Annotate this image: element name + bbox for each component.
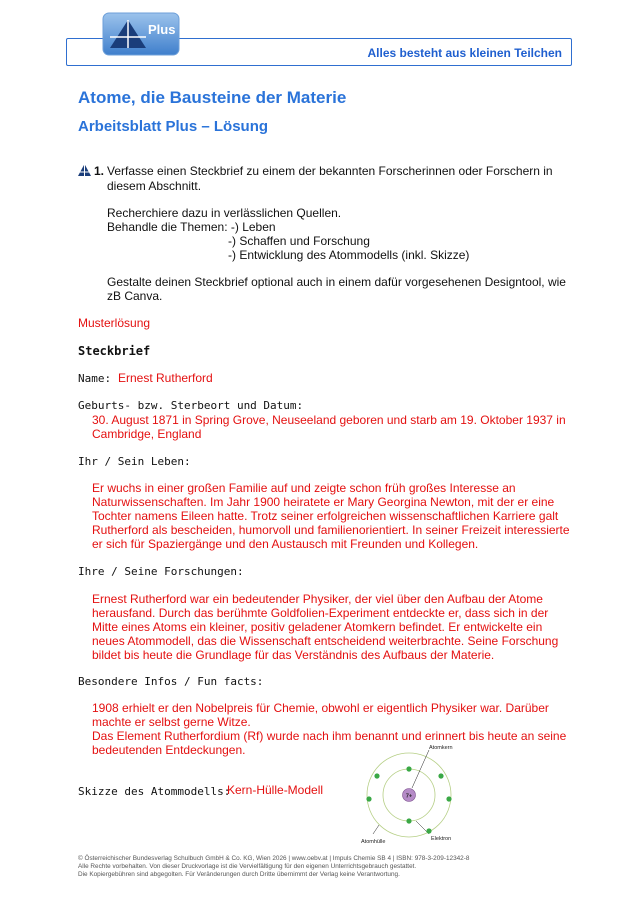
info-line-2: machte er selbst gerne Witze. — [92, 715, 251, 729]
steckbrief-title: Steckbrief — [78, 344, 151, 358]
research-line-1: Ernest Rutherford war ein bedeutender Physiker, der viel über den Aufbau der Atome — [92, 592, 543, 606]
info-line-3: Das Element Rutherfordium (Rf) wurde nach ihm benannt und erinnert bis heute an seine — [92, 729, 567, 743]
page-subtitle: Arbeitsblatt Plus – Lösung — [78, 118, 269, 135]
task-line-1: Verfasse einen Steckbrief zu einem der bekannten Forscherinnen oder Forschern in — [107, 164, 553, 178]
task-topic-3: -) Entwicklung des Atommodells (inkl. Skizze) — [228, 248, 470, 262]
footer-line-3: Die Kopiergebühren sind abgegolten. Für Veränderungen durch Dritte übernimmt der Verlag keine Verantwortung. — [78, 871, 400, 878]
plus-logo — [102, 12, 180, 58]
life-line-4: Rutherford als bescheiden, humorvoll und familienorientiert. In seiner Freizeit interessierte — [92, 523, 570, 537]
research-line-3: Mitte eines Atoms ein kleiner, positiv geladener Atomkern befindet. Er entwickelte ein — [92, 620, 543, 634]
birth-line-1: 30. August 1871 in Spring Grove, Neuseeland geboren und starb am 19. Oktober 1937 in — [92, 413, 566, 427]
research-label: Ihre / Seine Forschungen: — [78, 565, 244, 578]
task-topic-2: -) Schaffen und Forschung — [228, 234, 370, 248]
research-line-5: bildet bis heute die Grundlage für das Verständnis des Aufbaus der Materie. — [92, 648, 495, 662]
task-design-2: zB Canva. — [107, 289, 163, 303]
info-line-1: 1908 erhielt er den Nobelpreis für Chemie, obwohl er eigentlich Physiker war. Darüber — [92, 701, 549, 715]
shell-label: Atomhülle — [361, 839, 386, 845]
life-line-5: er sich für Spaziergänge und den Austausch mit Freunden und Kollegen. — [92, 537, 479, 551]
footer-line-1: © Österreichischer Bundesverlag Schulbuch GmbH & Co. KG, Wien 2026 | www.oebv.at | Impuls Chemie SB 4 | ISBN: 978-3-209-12342-8 — [78, 855, 470, 862]
task-research-2: Behandle die Themen: -) Leben — [107, 220, 276, 234]
life-line-1: Er wuchs in einer großen Familie auf und zeigte schon früh großes Interesse an — [92, 481, 516, 495]
birth-label: Geburts- bzw. Sterbeort und Datum: — [78, 399, 304, 412]
atom-model-diagram — [355, 742, 475, 846]
research-line-2: herausfand. Durch das berühmte Goldfolien-Experiment entdeckte er, dass sich in der — [92, 606, 549, 620]
sketch-label: Skizze des Atommodells: — [78, 785, 231, 798]
info-line-4: bedeutenden Entdeckungen. — [92, 743, 246, 757]
electron-label: Elektron — [431, 836, 452, 842]
name-label: Name: — [78, 372, 112, 385]
plus-triangle-icon — [78, 164, 91, 176]
page-title: Atome, die Bausteine der Materie — [78, 88, 347, 107]
footer-line-2: Alle Rechte vorbehalten. Von dieser Druckvorlage ist die Vervielfältigung für den eigenen Unterrichtsgebrauch gestattet. — [78, 863, 417, 870]
life-line-2: Naturwissenschaften. Im Jahr 1900 heiratete er Mary Georgina Newton, mit der er eine — [92, 495, 555, 509]
task-line-2: diesem Abschnitt. — [107, 179, 202, 193]
task-number: 1. — [94, 164, 105, 178]
logo-text: Plus — [148, 22, 176, 37]
sketch-value: Kern-Hülle-Modell — [227, 783, 324, 797]
info-label: Besondere Infos / Fun facts: — [78, 675, 264, 688]
solution-label: Musterlösung — [78, 316, 151, 330]
life-label: Ihr / Sein Leben: — [78, 455, 191, 468]
nucleus-charge: 7+ — [405, 793, 413, 800]
header-title: Alles besteht aus kleinen Teilchen — [367, 46, 562, 60]
task-design-1: Gestalte deinen Steckbrief optional auch in einem dafür vorgesehenen Designtool, wie — [107, 275, 566, 289]
life-line-3: Tochter namens Eileen hatte. Trotz seiner erfolgreichen wissenschaftlichen Karriere galt — [92, 509, 559, 523]
task-research-1: Recherchiere dazu in verlässlichen Quellen. — [107, 206, 342, 220]
birth-line-2: Cambridge, England — [92, 427, 202, 441]
research-line-4: neues Atommodell, das die Wissenschaft entscheidend weiterbrachte. Seine Forschung — [92, 634, 559, 648]
nucleus-label: Atomkern — [429, 745, 453, 751]
name-value: Ernest Rutherford — [118, 371, 213, 385]
